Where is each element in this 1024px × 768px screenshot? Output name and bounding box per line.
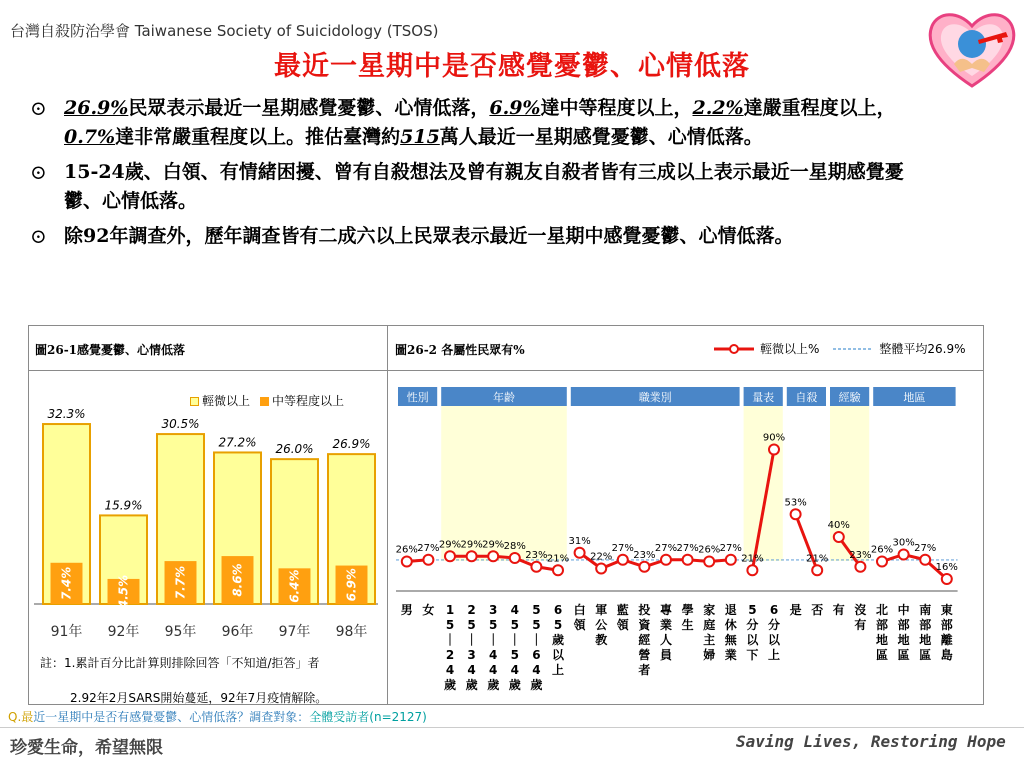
category-label: 否 xyxy=(811,603,824,617)
data-label-moderate: 7.4% xyxy=(59,566,74,601)
category-label: 白領 xyxy=(573,603,586,632)
category-label: 南部地區 xyxy=(919,603,932,662)
data-label: 26% xyxy=(395,544,418,556)
category-label: 有 xyxy=(832,603,845,617)
category-label: 3 5 ｜ 4 4 歲 xyxy=(487,603,500,692)
category-label: 中部地區 xyxy=(897,603,910,662)
question-text: 近一星期中是否有感覺憂鬱、心情低落？ xyxy=(33,710,250,724)
category-label: 軍公教 xyxy=(595,603,608,647)
data-label: 53% xyxy=(784,497,807,509)
data-point xyxy=(704,557,714,567)
bullet-text: 達中等程度以上， xyxy=(540,97,693,119)
data-label: 23% xyxy=(633,549,656,561)
category-label: 6 分以上 xyxy=(767,603,781,662)
survey-question xyxy=(8,708,427,725)
data-point xyxy=(920,555,930,565)
right-chart-title: 圖26-2 各屬性民眾有% xyxy=(395,343,525,357)
group-label: 自殺 xyxy=(795,391,818,404)
category-label: 91年 xyxy=(50,624,83,640)
question-prefix: Q.最 xyxy=(8,710,34,724)
group-label: 地區 xyxy=(903,391,926,404)
bullet-item xyxy=(30,94,930,152)
data-label: 29% xyxy=(438,539,462,551)
data-label: 28% xyxy=(503,541,526,552)
data-label-moderate: 7.7% xyxy=(173,565,188,600)
bullet-list xyxy=(30,94,930,257)
data-label: 21% xyxy=(806,553,829,565)
category-label: 96年 xyxy=(221,624,254,640)
line-chart xyxy=(388,371,984,704)
category-label: 北部地區 xyxy=(875,603,889,662)
tsos-heart-logo-icon xyxy=(924,6,1020,92)
data-point xyxy=(618,555,628,565)
data-label: 30% xyxy=(892,537,915,549)
group-label: 職業別 xyxy=(638,391,672,404)
bullet-item xyxy=(30,222,930,251)
group-label: 年齡 xyxy=(493,391,515,404)
bar-chart xyxy=(28,371,387,671)
data-label-mild: 26.0% xyxy=(275,442,314,457)
bullet-text: 萬人最近一星期感覺憂鬱、心情低落。 xyxy=(439,126,763,148)
data-label: 40% xyxy=(827,520,850,531)
legend-avg-swatch xyxy=(833,343,873,355)
category-label: 退休無業 xyxy=(724,603,737,662)
data-label: 21% xyxy=(546,553,570,565)
data-label: 27% xyxy=(654,542,678,554)
category-label: 92年 xyxy=(107,624,140,640)
group-label: 性別 xyxy=(406,391,429,404)
data-point xyxy=(812,565,822,575)
footer-slogan-zh: 珍愛生命，希望無限 xyxy=(10,738,163,758)
category-label: 男 xyxy=(400,603,413,617)
category-label: 是 xyxy=(789,603,802,617)
bullet-highlight: 515 xyxy=(400,126,440,148)
data-label: 23% xyxy=(525,549,548,561)
data-label: 27% xyxy=(676,542,699,554)
data-label-mild: 26.9% xyxy=(332,437,371,452)
data-label: 31% xyxy=(568,535,591,547)
slide-title: 最近一星期中是否感覺憂鬱、心情低落 xyxy=(274,51,750,82)
category-label: 2 5 ｜ 3 4 歲 xyxy=(465,603,478,692)
data-point xyxy=(575,548,585,558)
category-label: 沒有 xyxy=(854,603,867,632)
legend-avg-label: 整體平均26.9% xyxy=(879,342,966,356)
data-label: 27% xyxy=(914,542,937,554)
data-label-moderate: 6.4% xyxy=(287,569,302,603)
data-point xyxy=(445,551,455,561)
group-label: 量表 xyxy=(752,391,775,404)
category-label: 97年 xyxy=(278,624,311,640)
data-label-mild: 15.9% xyxy=(104,498,143,513)
data-point xyxy=(553,565,563,575)
data-point xyxy=(639,562,649,572)
question-target-label: 調查對象： xyxy=(249,710,310,724)
group-band xyxy=(744,406,786,561)
data-label: 22% xyxy=(590,551,613,563)
line-legend xyxy=(714,340,966,357)
left-chart-title: 圖26-1感覺憂鬱、心情低落 xyxy=(35,343,186,357)
data-point xyxy=(683,555,693,565)
data-label: 23% xyxy=(849,549,872,561)
category-label: 5 分以下 xyxy=(746,603,759,662)
legend-mild: 輕微以上 xyxy=(190,392,250,409)
data-label: 26% xyxy=(870,544,894,556)
category-label: 4 5 ｜ 5 4 歲 xyxy=(508,603,521,692)
data-point xyxy=(899,550,909,560)
legend-line-swatch xyxy=(714,343,754,355)
bullet-item xyxy=(30,158,930,216)
footer-slogan-en: Saving Lives, Restoring Hope xyxy=(736,732,1006,751)
data-point xyxy=(510,553,520,563)
data-point xyxy=(769,445,779,455)
data-point xyxy=(402,557,412,567)
data-point xyxy=(942,574,952,584)
bullet-text: 達嚴重程度以上， xyxy=(743,97,896,119)
category-label: 家庭主婦 xyxy=(703,603,716,662)
data-point xyxy=(791,509,801,519)
bullet-highlight: 0.7% xyxy=(64,126,116,148)
data-point xyxy=(877,557,887,567)
data-label-moderate: 6.9% xyxy=(344,568,359,602)
data-label-mild: 27.2% xyxy=(218,435,257,450)
data-point xyxy=(467,551,477,561)
bullet-mark-icon: ⊙ xyxy=(30,224,47,248)
footer-divider xyxy=(0,727,1024,728)
category-label: 95年 xyxy=(164,624,197,640)
data-label: 29% xyxy=(482,539,505,551)
category-label: 專業人員 xyxy=(659,603,673,662)
data-label-mild: 30.5% xyxy=(161,417,200,432)
footnote-2: 2.92年2月SARS開始蔓延，92年7月疫情解除。 xyxy=(70,691,328,705)
bullet-highlight: 2.2% xyxy=(692,97,744,119)
data-label-mild: 32.3% xyxy=(47,407,86,422)
bullet-highlight: 26.9% xyxy=(64,97,129,119)
legend-moderate: 中等程度以上 xyxy=(260,392,344,409)
category-label: 1 5 ｜ 2 4 歲 xyxy=(443,603,457,692)
org-title: 台灣自殺防治學會 Taiwanese Society of Suicidology (TSOS) xyxy=(10,22,439,40)
bullet-text: 15-24歲、白領、有情緒困擾、曾有自殺想法及曾有親友自殺者皆有三成以上表示最近一星期感覺憂鬱、心情低落。 xyxy=(64,161,904,212)
data-point xyxy=(855,562,865,572)
group-band xyxy=(438,406,567,561)
footnote-1: 註：1.累計百分比計算則排除回答「不知道/拒答」者 xyxy=(40,656,320,670)
data-label-moderate: 8.6% xyxy=(230,563,245,597)
bullet-text: 除92年調查外，歷年調查皆有二成六以上民眾表示最近一星期中感覺憂鬱、心情低落。 xyxy=(64,225,794,247)
data-point xyxy=(747,565,757,575)
category-label: 5 5 ｜ 6 4 歲 xyxy=(530,603,543,692)
data-label: 27% xyxy=(611,542,634,554)
category-label: 投資經營者 xyxy=(638,603,651,677)
data-label: 16% xyxy=(935,562,958,573)
data-point xyxy=(834,532,844,542)
data-label: 29% xyxy=(460,539,483,551)
bullet-text: 達非常嚴重程度以上。推估臺灣約 xyxy=(115,126,401,148)
bullet-mark-icon: ⊙ xyxy=(30,160,47,184)
data-point xyxy=(423,555,433,565)
category-label: 東部離島 xyxy=(940,603,953,662)
data-point xyxy=(661,555,671,565)
category-label: 藍領 xyxy=(616,603,629,632)
data-point xyxy=(531,562,541,572)
bullet-text: 民眾表示最近一星期感覺憂鬱、心情低落， xyxy=(128,97,490,119)
group-label: 經驗 xyxy=(838,391,861,404)
legend-line-label: 輕微以上% xyxy=(760,342,820,356)
category-label: 學生 xyxy=(681,603,694,632)
data-label: 26% xyxy=(698,544,721,556)
category-label: 女 xyxy=(422,603,435,617)
data-label: 27% xyxy=(719,542,742,554)
data-point xyxy=(488,551,498,561)
data-label: 27% xyxy=(417,542,440,554)
data-point xyxy=(596,564,606,574)
bullet-mark-icon: ⊙ xyxy=(30,96,47,120)
data-point xyxy=(726,555,736,565)
category-label: 6 5 歲以上 xyxy=(551,603,565,677)
data-label-moderate: 4.5% xyxy=(116,574,131,609)
question-target-value: 全體受訪者(n=2127) xyxy=(309,710,427,724)
bullet-highlight: 6.9% xyxy=(489,97,541,119)
data-label: 90% xyxy=(762,432,786,444)
data-label: 21% xyxy=(741,553,764,565)
category-label: 98年 xyxy=(335,624,368,640)
